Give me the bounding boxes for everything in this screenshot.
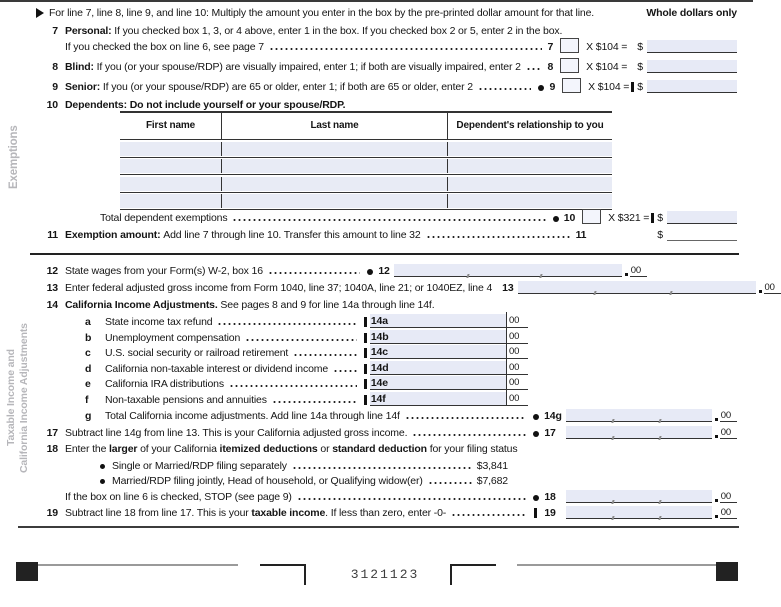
form-scan-code: 3121123 — [350, 567, 420, 582]
line-14c-code: 14c — [370, 346, 388, 358]
dependent-last-name-input[interactable] — [222, 159, 448, 173]
line-8-multiplier: X $104 = — [586, 61, 628, 73]
comma-tick — [659, 516, 662, 520]
line-14g-amount — [566, 409, 737, 422]
target-dot-icon — [533, 431, 539, 437]
dependent-row — [120, 175, 612, 193]
line-14b-code: 14b — [370, 330, 389, 343]
sidebar-taxable-line2: California Income Adjustments — [18, 323, 30, 473]
line-9-text: If you (or your spouse/RDP) are 65 or older, enter 1; if both are 65 or older, enter 2 — [102, 81, 473, 93]
cents-label: 00 — [764, 282, 781, 294]
line-14b-text: Unemployment compensation — [105, 331, 241, 344]
line-9-checkbox[interactable] — [562, 78, 581, 93]
total-dep-text: Total dependent exemptions — [100, 212, 228, 224]
line-14c-letter: c — [85, 347, 91, 359]
dotted-leader — [478, 86, 532, 91]
dependent-relationship-input[interactable] — [448, 177, 612, 191]
line-14e-letter: e — [85, 378, 91, 390]
dependent-last-name-input[interactable] — [222, 194, 448, 208]
sidebar-taxable-label — [5, 292, 31, 504]
target-bar-icon — [534, 508, 537, 518]
registration-square-left — [16, 562, 38, 581]
line-17-ref: 17 — [544, 427, 556, 439]
dependent-relationship-input[interactable] — [448, 159, 612, 173]
header-first-name: First name — [120, 113, 222, 139]
dependent-last-name-input[interactable] — [222, 177, 448, 191]
target-dot-icon — [538, 85, 544, 91]
target-dot-icon — [367, 269, 373, 275]
line-17-amount — [566, 426, 737, 439]
line-14a-text: State income tax refund — [105, 316, 213, 328]
line-13-text: Enter federal adjusted gross income from Form 1040, line 37; 1040A, line 21; or 1040EZ, line 4 — [65, 282, 493, 294]
dollar-sign: $ — [637, 61, 643, 73]
line-14-bold: California Income Adjustments. — [65, 299, 218, 311]
line-7-text: If you checked box 1, 3, or 4 above, enter 1 in the box. If you checked box 2 or 5, enter 2 in the box. — [114, 25, 563, 37]
crop-mark-right — [450, 564, 496, 585]
line-7-checkbox[interactable] — [560, 38, 579, 53]
dependent-relationship-input[interactable] — [448, 194, 612, 208]
line-12-amount-field[interactable] — [394, 264, 622, 277]
dotted-leader — [526, 66, 543, 71]
dependent-first-name-input[interactable] — [120, 142, 222, 156]
line-12-ref: 12 — [378, 265, 390, 277]
line-19-ref: 19 — [544, 507, 556, 519]
registration-square-right — [716, 562, 738, 581]
line-11-ref: 11 — [575, 229, 587, 241]
decimal-dot — [625, 273, 628, 276]
dependent-last-name-input[interactable] — [222, 142, 448, 156]
dotted-leader — [268, 270, 360, 275]
registration-line-right — [517, 564, 716, 566]
bullet-icon — [100, 479, 105, 484]
line-19-number: 19 — [46, 507, 58, 519]
cents-label: 00 — [720, 507, 737, 519]
line-7-ref: 7 — [547, 41, 554, 53]
line-12-number: 12 — [46, 265, 58, 277]
line-17-number: 17 — [46, 427, 58, 439]
dependent-first-name-input[interactable] — [120, 159, 222, 173]
target-bar-icon — [364, 317, 367, 327]
dependents-table — [120, 111, 612, 210]
target-dot-icon — [533, 495, 539, 501]
line-18-option2-text: Married/RDP filing jointly, Head of household, or Qualifying widow(er) — [112, 475, 423, 487]
target-bar-icon — [364, 364, 367, 374]
dependent-row — [120, 140, 612, 158]
line-14a-amount-field[interactable] — [370, 314, 506, 328]
target-bar-icon — [364, 333, 367, 343]
dependents-table-header — [120, 113, 612, 140]
target-bar-icon — [364, 348, 367, 358]
line-14b-amount-field[interactable] — [370, 330, 506, 344]
dotted-leader — [292, 465, 472, 470]
line-11-number: 11 — [47, 229, 58, 241]
line-14f-letter: f — [85, 393, 89, 406]
line-8-number: 8 — [52, 61, 58, 73]
dependent-relationship-input[interactable] — [448, 142, 612, 156]
section-divider — [18, 526, 739, 528]
line-18-amount — [566, 490, 737, 503]
line-14e-text: California IRA distributions — [105, 378, 224, 390]
target-dot-icon — [553, 216, 559, 222]
line-18-ref: 18 — [544, 491, 556, 503]
decimal-dot — [715, 515, 718, 518]
top-rule — [0, 0, 753, 2]
line-14f-amount-field[interactable] — [370, 392, 506, 406]
arrow-right-icon — [36, 8, 44, 18]
line-18-option1-amount: $3,841 — [476, 460, 508, 472]
cents-label: 00 — [507, 377, 528, 390]
line-14-number: 14 — [46, 299, 58, 311]
header-relationship: Dependent's relationship to you — [456, 119, 604, 131]
line-8-checkbox[interactable] — [560, 58, 579, 73]
dotted-leader — [451, 512, 527, 517]
comma-tick — [612, 419, 615, 423]
line-9-ref: 9 — [549, 81, 556, 93]
cents-label: 00 — [507, 331, 528, 344]
line-14b-letter: b — [85, 331, 92, 344]
line-14d-amount-field[interactable] — [370, 361, 506, 375]
line-18-number: 18 — [46, 443, 58, 455]
line-10-checkbox[interactable] — [582, 209, 601, 224]
line-19-text: Subtract line 18 from line 17. This is your taxable income. If less than zero, enter -0- — [65, 507, 447, 519]
line-8-text: If you (or your spouse/RDP) are visually impaired, enter 1; if both are visually impaired, enter 2 — [96, 61, 521, 73]
line-14g-letter: g — [85, 410, 92, 422]
decimal-dot — [759, 290, 762, 293]
crop-mark-left — [260, 564, 306, 585]
line-19-amount — [566, 506, 737, 519]
cents-label: 00 — [720, 427, 737, 439]
line-18-stop-text: If the box on line 6 is checked, STOP (see page 9) — [65, 491, 292, 503]
dotted-leader — [217, 321, 356, 326]
comma-tick — [593, 291, 596, 295]
cents-label: 00 — [720, 491, 737, 503]
bullet-icon — [100, 464, 105, 469]
dotted-leader — [297, 496, 527, 501]
cents-label: 00 — [507, 393, 528, 406]
dollar-sign: $ — [657, 212, 663, 224]
dotted-leader — [405, 415, 526, 420]
cents-label: 00 — [507, 346, 528, 359]
cents-label: 00 — [630, 265, 647, 277]
dotted-leader — [269, 46, 543, 51]
dotted-leader — [333, 368, 357, 373]
cents-label: 00 — [720, 410, 737, 422]
dotted-leader — [293, 352, 357, 357]
total-dep-multiplier: X $321 = — [608, 212, 650, 224]
dotted-leader — [229, 383, 357, 388]
total-dep-ref: 10 — [563, 212, 576, 224]
decimal-dot — [715, 418, 718, 421]
target-dot-icon — [533, 414, 539, 420]
line-10-bold: Dependents: — [65, 99, 127, 111]
line-9-number: 9 — [52, 81, 58, 93]
line-11-amount-field[interactable] — [667, 228, 737, 241]
dependent-row — [120, 158, 612, 176]
comma-tick — [659, 500, 662, 504]
line-14d-text: California non-taxable interest or dividend income — [105, 362, 329, 375]
line-8-bold: Blind: — [65, 61, 94, 73]
comma-tick — [659, 419, 662, 423]
line-14g-text: Total California income adjustments. Add line 14a through line 14f — [105, 410, 400, 422]
decimal-dot — [715, 499, 718, 502]
line-18-option1-text: Single or Married/RDP filing separately — [112, 460, 287, 472]
line-7-bold: Personal: — [65, 25, 112, 37]
line-19-amount-field[interactable] — [566, 506, 712, 519]
line-12-amount — [394, 264, 647, 277]
line-7-number: 7 — [52, 25, 58, 37]
line-10-text: Do not include yourself or your spouse/RDP. — [129, 99, 346, 111]
line-14d-letter: d — [85, 362, 92, 375]
line-9-bold: Senior: — [65, 81, 101, 93]
line-10-amount-field[interactable] — [667, 211, 737, 224]
comma-tick — [539, 274, 542, 278]
line-9-amount-field[interactable] — [647, 80, 737, 93]
line-11-text: Add line 7 through line 10. Transfer this amount to line 32 — [163, 229, 421, 241]
registration-line-left — [38, 564, 238, 566]
dotted-leader — [272, 399, 357, 404]
dotted-leader — [426, 234, 571, 239]
line-11-bold: Exemption amount: — [65, 229, 161, 241]
line-8-ref: 8 — [547, 61, 554, 73]
line-14a-letter: a — [85, 316, 91, 328]
line-14g-code: 14g — [544, 410, 562, 422]
line-18-text: Enter the larger of your California itemized deductions or standard deduction for your filing status — [65, 443, 518, 455]
comma-tick — [612, 436, 615, 440]
dollar-sign: $ — [657, 229, 663, 241]
dotted-leader — [232, 217, 545, 222]
cents-label: 00 — [507, 315, 528, 328]
dotted-leader — [245, 337, 357, 342]
line-9-multiplier: X $104 = — [588, 81, 630, 93]
dollar-sign: $ — [637, 81, 643, 93]
line-7-multiplier: X $104 = — [586, 41, 628, 53]
comma-tick — [466, 274, 469, 278]
line-12-text: State wages from your Form(s) W-2, box 16 — [65, 265, 263, 277]
dependent-row — [120, 193, 612, 211]
dependent-first-name-input[interactable] — [120, 194, 222, 208]
line-17-text: Subtract line 14g from line 13. This is your California adjusted gross income. — [65, 427, 408, 439]
header-last-name: Last name — [222, 113, 448, 139]
line-10-number: 10 — [46, 99, 58, 111]
comma-tick — [612, 500, 615, 504]
line-13-number: 13 — [46, 282, 58, 294]
line-18-amount-field[interactable] — [566, 490, 712, 503]
line-14c-amount-field[interactable] — [370, 345, 506, 359]
line-14-text: See pages 8 and 9 for line 14a through line 14f. — [220, 299, 435, 311]
dollar-sign: $ — [637, 41, 643, 53]
cents-label: 00 — [507, 362, 528, 375]
line-14g-amount-field[interactable] — [566, 409, 712, 422]
line-13-ref: 13 — [502, 282, 514, 294]
line-18-option2-amount: $7,682 — [476, 475, 508, 487]
line-7-text2: If you checked the box on line 6, see page 7 — [65, 41, 264, 53]
comma-tick — [669, 291, 672, 295]
line-14d-code: 14d — [370, 361, 389, 374]
dotted-leader — [412, 432, 526, 437]
line-17-amount-field[interactable] — [566, 426, 712, 439]
line-14c-text: U.S. social security or railroad retirement — [105, 347, 289, 359]
decimal-dot — [715, 435, 718, 438]
comma-tick — [612, 516, 615, 520]
line-14e-amount-field[interactable] — [370, 376, 506, 390]
comma-tick — [659, 436, 662, 440]
target-bar-icon — [631, 82, 634, 92]
dotted-leader — [428, 480, 472, 485]
line-14e-code: 14e — [370, 377, 388, 389]
sidebar-exemptions-label — [8, 93, 20, 221]
line-14a-code: 14a — [370, 315, 388, 327]
line-8-amount-field[interactable] — [647, 60, 737, 73]
target-bar-icon — [364, 379, 367, 389]
target-bar-icon — [364, 395, 367, 405]
target-bar-icon — [651, 213, 654, 223]
sidebar-exemptions-text: Exemptions — [8, 125, 20, 189]
section-divider — [30, 253, 739, 255]
sidebar-taxable-line1: Taxable Income and — [5, 349, 17, 447]
line-14f-text: Non-taxable pensions and annuities — [105, 393, 267, 406]
line-13-amount — [518, 281, 781, 294]
line-14f-code: 14f — [370, 392, 386, 405]
dependent-first-name-input[interactable] — [120, 177, 222, 191]
top-note: For line 7, line 8, line 9, and line 10: Multiply the amount you enter in the box by the pre-printed dollar amount for that line. — [49, 7, 595, 19]
whole-dollars-label: Whole dollars only — [646, 7, 737, 19]
line-13-amount-field[interactable] — [518, 281, 756, 294]
line-7-amount-field[interactable] — [647, 40, 737, 53]
